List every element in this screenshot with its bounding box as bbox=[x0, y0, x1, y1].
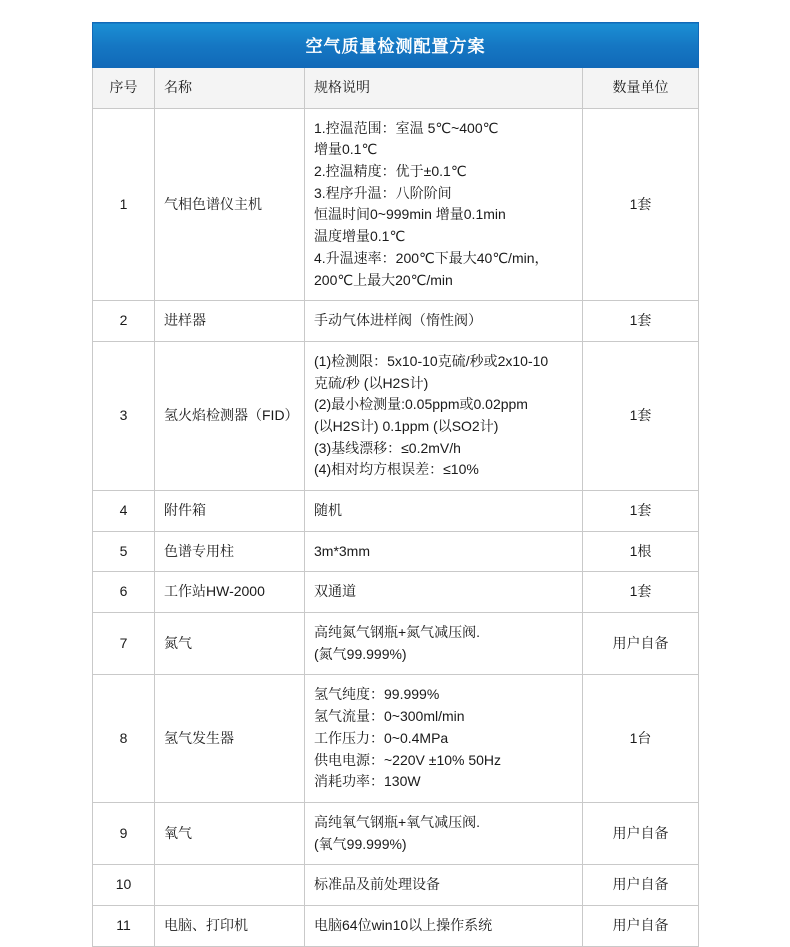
spec-line: 供电电源：~220V ±10% 50Hz bbox=[314, 751, 502, 768]
table-row bbox=[93, 301, 699, 342]
row-unit: 1套 bbox=[583, 301, 699, 342]
spec-line: 200℃上最大20℃/min bbox=[314, 271, 453, 288]
row-spec bbox=[305, 802, 583, 864]
spec-line: 4.升温速率：200℃下最大40℃/min， bbox=[314, 249, 549, 266]
row-index: 7 bbox=[93, 613, 155, 675]
row-unit: 1套 bbox=[583, 108, 699, 301]
row-spec bbox=[305, 301, 583, 342]
spec-line: 高纯氮气钢瓶+氮气减压阀. bbox=[314, 624, 481, 641]
spec-line: 氢气流量：0~300ml/min bbox=[314, 708, 465, 725]
row-spec bbox=[305, 905, 583, 946]
spec-line: 电脑64位win10以上操作系统 bbox=[314, 916, 493, 933]
spec-line: 双通道 bbox=[314, 583, 356, 600]
column-header-index: 序号 bbox=[93, 68, 155, 109]
table-row bbox=[93, 675, 699, 802]
spec-line: 工作压力：0~0.4MPa bbox=[314, 729, 449, 746]
row-name: 气相色谱仪主机 bbox=[155, 108, 305, 301]
row-index: 11 bbox=[93, 905, 155, 946]
spec-line: 克硫/秒 (以H2S计) bbox=[314, 374, 429, 391]
row-index: 4 bbox=[93, 491, 155, 532]
spec-line: 温度增量0.1℃ bbox=[314, 228, 406, 245]
spec-table bbox=[92, 22, 699, 947]
row-index: 6 bbox=[93, 572, 155, 613]
row-unit: 1台 bbox=[583, 675, 699, 802]
spec-line: (2)最小检测量:0.05ppm或0.02ppm bbox=[314, 396, 528, 413]
spec-line: 氢气纯度：99.999% bbox=[314, 686, 440, 703]
row-spec bbox=[305, 491, 583, 532]
row-spec bbox=[305, 572, 583, 613]
row-unit: 1根 bbox=[583, 531, 699, 572]
row-name: 电脑、打印机 bbox=[155, 905, 305, 946]
spec-table-container bbox=[92, 22, 698, 947]
row-spec bbox=[305, 675, 583, 802]
row-name: 附件箱 bbox=[155, 491, 305, 532]
row-index: 5 bbox=[93, 531, 155, 572]
row-name: 氢气发生器 bbox=[155, 675, 305, 802]
row-name: 工作站HW-2000 bbox=[155, 572, 305, 613]
row-unit: 用户自备 bbox=[583, 613, 699, 675]
table-row bbox=[93, 905, 699, 946]
spec-line: 高纯氧气钢瓶+氧气减压阀. bbox=[314, 813, 481, 830]
table-row bbox=[93, 865, 699, 906]
table-row bbox=[93, 341, 699, 490]
table-row bbox=[93, 572, 699, 613]
spec-line: 2.控温精度：优于±0.1℃ bbox=[314, 163, 467, 180]
spec-line: 3m*3mm bbox=[314, 542, 371, 559]
row-index: 8 bbox=[93, 675, 155, 802]
row-name: 进样器 bbox=[155, 301, 305, 342]
spec-line: 1.控温范围：室温 5℃~400℃ bbox=[314, 119, 499, 136]
spec-line: (以H2S计) 0.1ppm (以SO2计) bbox=[314, 417, 499, 434]
page-title: 空气质量检测配置方案 bbox=[93, 23, 699, 68]
table-row bbox=[93, 802, 699, 864]
row-unit: 1套 bbox=[583, 491, 699, 532]
spec-line: (1)检测限：5x10-10克硫/秒或2x10-10 bbox=[314, 352, 549, 369]
spec-line: 手动气体进样阀（惰性阀） bbox=[314, 312, 482, 329]
table-row bbox=[93, 613, 699, 675]
spec-table-body bbox=[93, 108, 699, 946]
row-index: 3 bbox=[93, 341, 155, 490]
row-index: 9 bbox=[93, 802, 155, 864]
row-spec bbox=[305, 865, 583, 906]
row-name bbox=[155, 865, 305, 906]
spec-line: (氮气99.999%) bbox=[314, 645, 407, 662]
spec-line: (4)相对均方根误差：≤10% bbox=[314, 461, 479, 478]
column-header-spec: 规格说明 bbox=[305, 68, 583, 109]
row-spec bbox=[305, 108, 583, 301]
row-name: 氧气 bbox=[155, 802, 305, 864]
column-header-unit: 数量单位 bbox=[583, 68, 699, 109]
table-row bbox=[93, 108, 699, 301]
row-index: 2 bbox=[93, 301, 155, 342]
table-header-row bbox=[93, 68, 699, 109]
spec-line: (3)基线漂移：≤0.2mV/h bbox=[314, 439, 461, 456]
table-row bbox=[93, 491, 699, 532]
row-unit: 1套 bbox=[583, 572, 699, 613]
row-spec bbox=[305, 341, 583, 490]
spec-line: (氧气99.999%) bbox=[314, 835, 407, 852]
row-name: 氮气 bbox=[155, 613, 305, 675]
row-unit: 1套 bbox=[583, 341, 699, 490]
spec-line: 随机 bbox=[314, 502, 342, 518]
row-index: 1 bbox=[93, 108, 155, 301]
row-unit: 用户自备 bbox=[583, 802, 699, 864]
table-row bbox=[93, 531, 699, 572]
table-title-row bbox=[93, 23, 699, 68]
spec-line: 恒温时间0~999min 增量0.1min bbox=[314, 206, 506, 223]
row-index: 10 bbox=[93, 865, 155, 906]
row-unit: 用户自备 bbox=[583, 865, 699, 906]
row-name: 色谱专用柱 bbox=[155, 531, 305, 572]
spec-line: 标准品及前处理设备 bbox=[314, 876, 440, 893]
row-name: 氢火焰检测器（FID） bbox=[155, 341, 305, 490]
spec-line: 消耗功率：130W bbox=[314, 773, 421, 790]
row-spec bbox=[305, 613, 583, 675]
row-unit: 用户自备 bbox=[583, 905, 699, 946]
spec-line: 3.程序升温：八阶阶间 bbox=[314, 184, 452, 201]
spec-line: 增量0.1℃ bbox=[314, 141, 378, 158]
row-spec bbox=[305, 531, 583, 572]
column-header-name: 名称 bbox=[155, 68, 305, 109]
